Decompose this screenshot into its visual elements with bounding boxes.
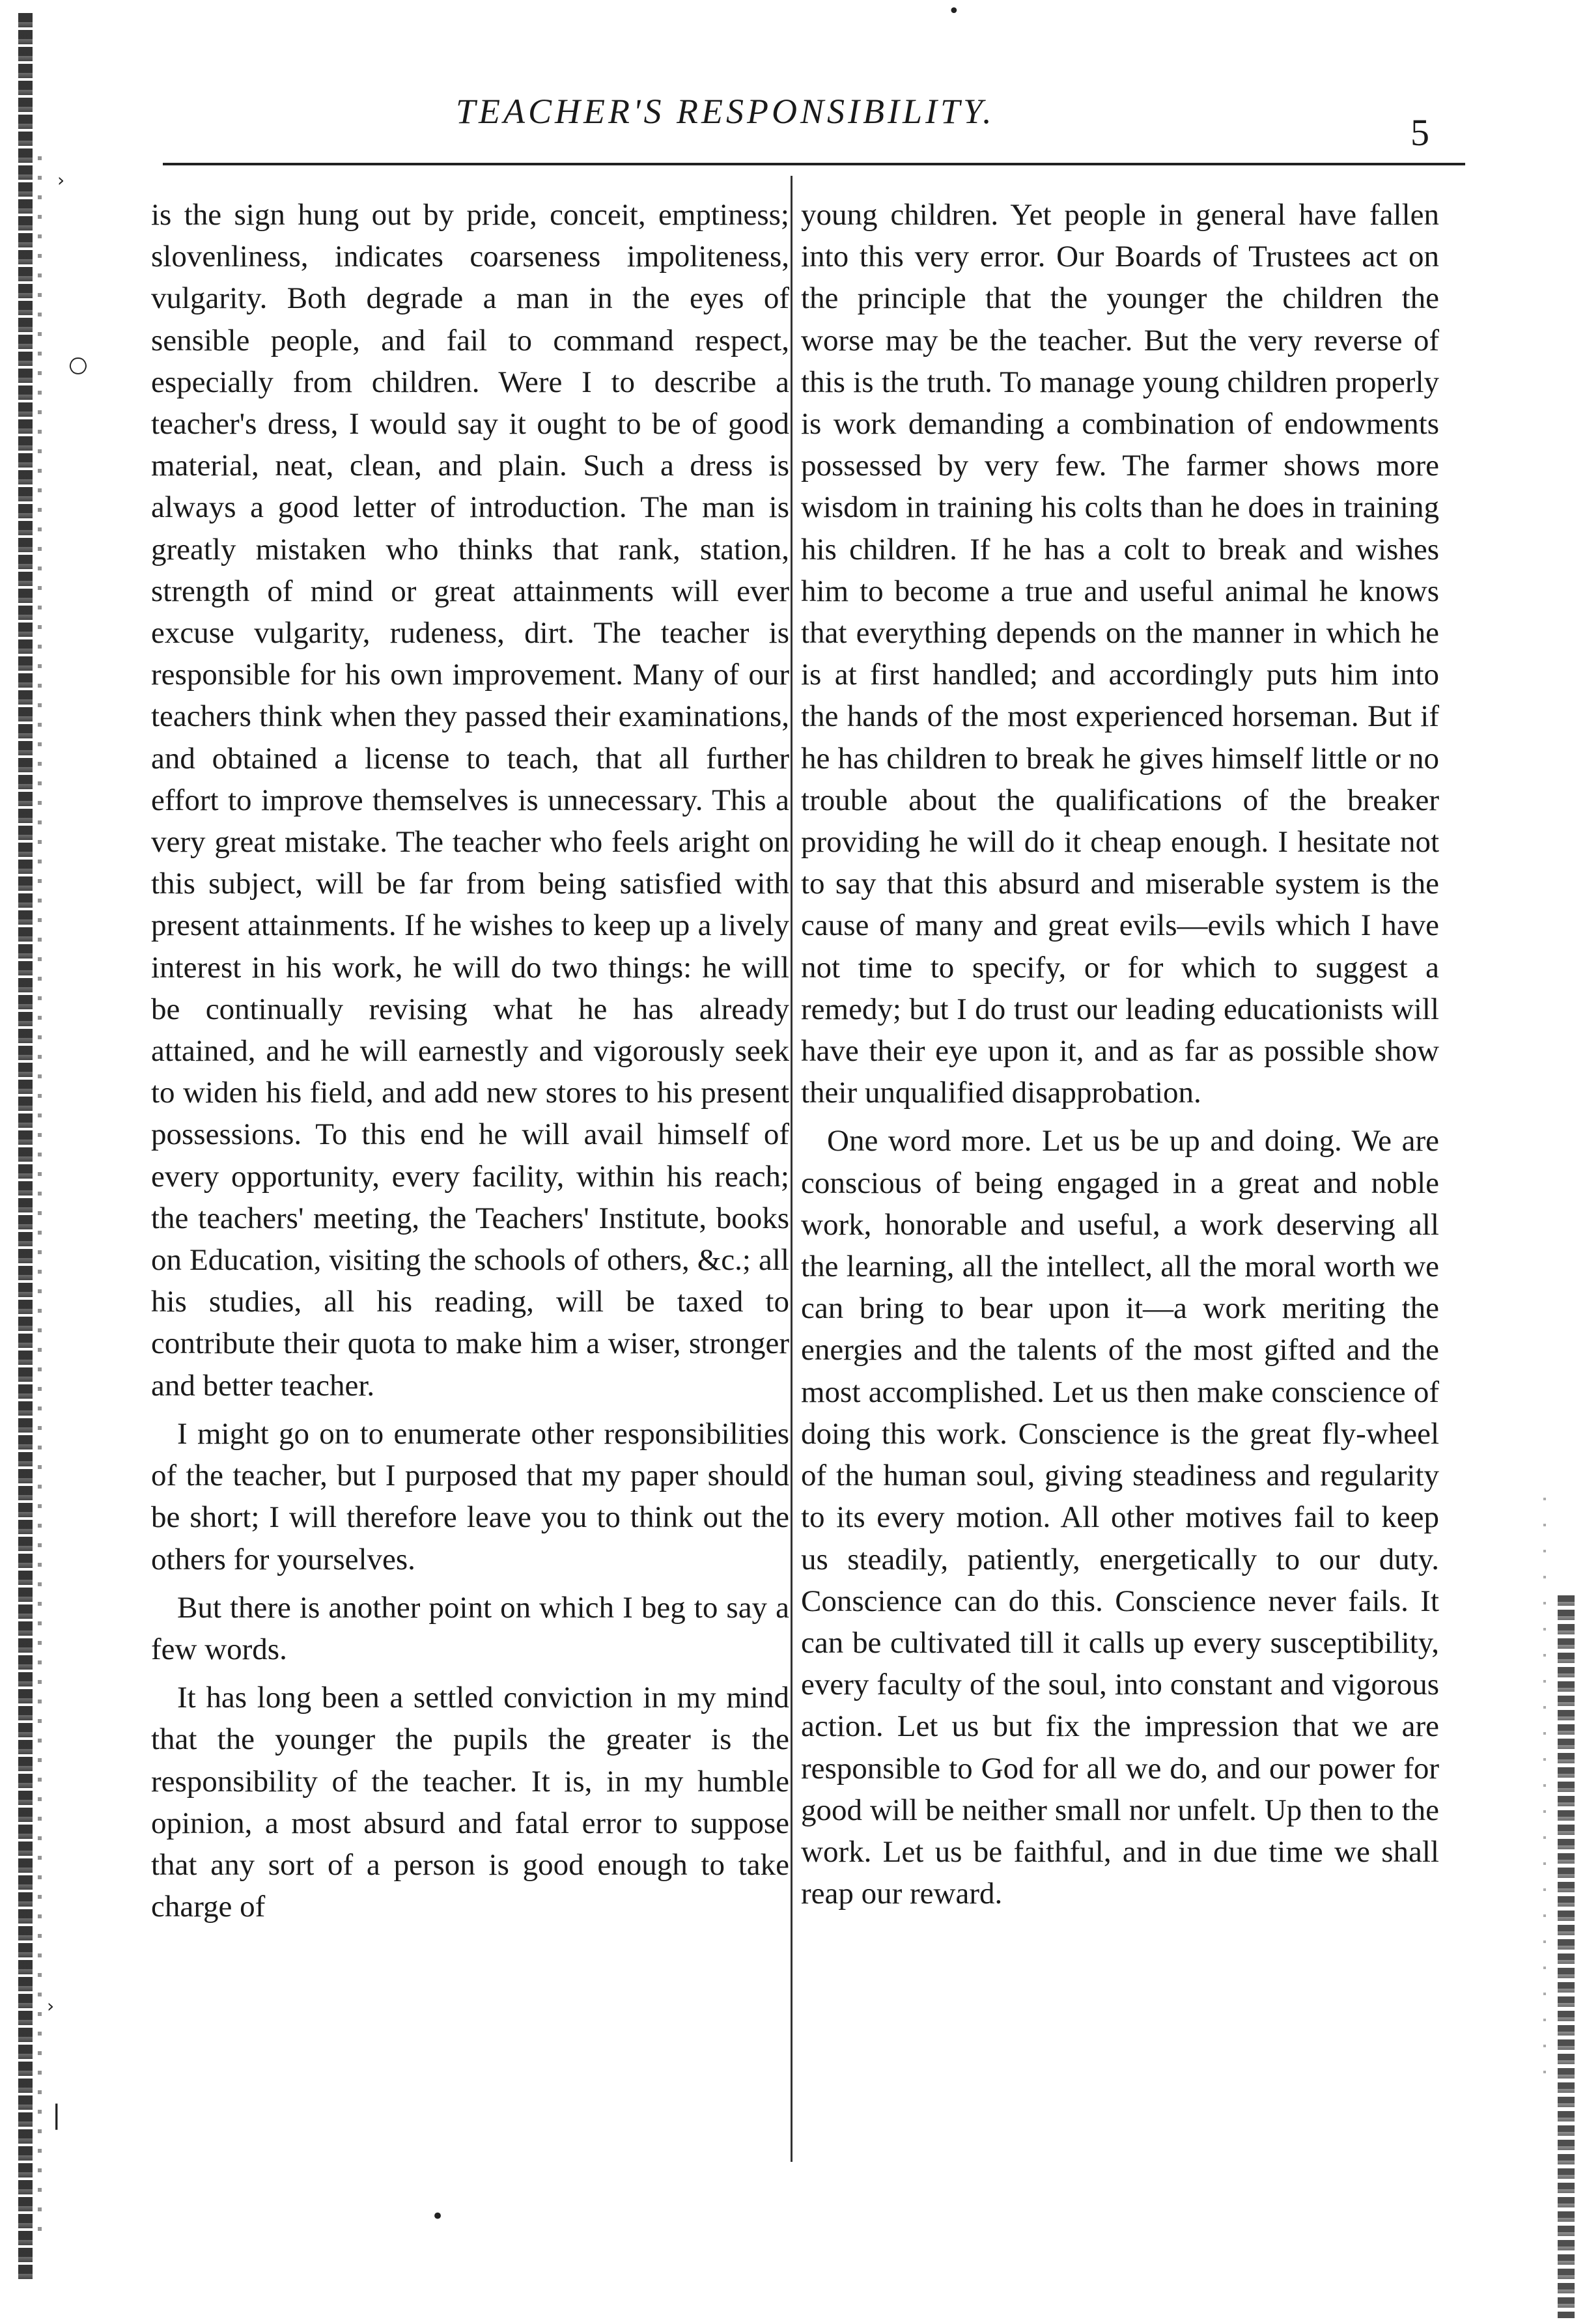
left-column (151, 194, 789, 1927)
running-title: TEACHER'S RESPONSIBILITY. (456, 92, 995, 131)
scan-edge-right (1558, 1595, 1575, 2318)
scan-binding-edge-left-inner (38, 156, 42, 2240)
paragraph: I might go on to enumerate other responsibilities of the teacher, but I purposed that my paper should be short; I will therefore leave you to think out the others for yourselves. (151, 1416, 789, 1576)
page-header (0, 91, 1585, 154)
scan-binding-edge-left (18, 13, 33, 2279)
paragraph: is the sign hung out by pride, conceit, emptiness; slovenliness, indicates coarseness impoliteness, vulgarity. Both degrade a man in the eyes of sensible people, and fail to command respect, especially from children. Were I to describe a teacher's dress, I would say it ought to be of good material, neat, clean, and plain. Such a dress is always a good letter of introduction. The man is greatly mistaken who thinks that rank, station, strength of mind or great attainments will ever excuse vulgarity, rudeness, dirt. The teacher is responsible for his own improvement. Many of our teachers think when they passed their examinations, and obtained a license to teach, that all further effort to improve themselves is unnecessary. This a very great mistake. The teacher who feels aright on this subject, will be far from being satisfied with present attainments. If he wishes to keep up a lively interest in his work, he will do two things: he will be continually revising what he has already attained, and he will earnestly and vigorously seek to widen his field, and add new stores to his present possessions. To this end he will avail himself of every opportunity, every facility, within his reach; the teachers' meeting, the Teachers' Institute, books on Education, visiting the schools of others, &c.; all his studies, all his reading, will be taxed to contribute their quota to make him a wiser, stronger and better teacher. (151, 198, 789, 1403)
scan-edge-right-inner (1543, 1498, 1546, 2084)
scan-speck: | (52, 2100, 61, 2130)
column-divider (791, 176, 792, 2162)
header-rule (163, 163, 1465, 165)
scan-speck: › (47, 1995, 55, 2017)
scan-speck: ○ (62, 348, 92, 381)
paragraph: But there is another point on which I beg to say a few words. (151, 1590, 789, 1666)
page-number: 5 (1410, 111, 1429, 154)
right-column (801, 194, 1439, 1914)
scan-speck: › (57, 169, 65, 191)
scan-speck: • (431, 2204, 445, 2230)
paragraph: One word more. Let us be up and doing. We are conscious of being engaged in a great and noble work, honorable and useful, a work deserving all the learning, all the intellect, all the moral worth we can bring to bear upon it—a work meriting the energies and the talents of the most gifted and the most accomplished. Let us then make conscience of doing this work. Conscience is the great fly-wheel of the human soul, giving steadiness and regularity to its every motion. All other motives fail to keep us steadily, patiently, energetically to our duty. Conscience can do this. Conscience never fails. It can be cultivated till it calls up every susceptibility, every faculty of the soul, into constant and vigorous action. Let us but fix the impression that we are responsible to God for all we do, and our power for good will be neither small nor unfelt. Up then to the work. Let us be faithful, and in due time we shall reap our reward. (801, 1124, 1439, 1911)
scan-speck: • (948, 0, 960, 23)
paragraph: It has long been a settled conviction in my mind that the younger the pupils the greater is the responsibility of the teacher. It is, in my humble opinion, a most absurd and fatal error to suppose that any sort of a person is good enough to take charge of (151, 1681, 789, 1924)
paragraph: young children. Yet people in general have fallen into this very error. Our Boards of Trustees act on the principle that the younger the children the worse may be the teacher. But the very reverse of this is the truth. To manage young children properly is work demanding a combination of endowments possessed by very few. The farmer shows more wisdom in training his colts than he does in training his children. If he has a colt to break and wishes him to become a true and useful animal he knows that everything depends on the manner in which he is at first handled; and accordingly puts him into the hands of the most experienced horseman. But if he has children to break he gives himself little or no trouble about the qualifications of the breaker providing he will do it cheap enough. I hesitate not to say that this absurd and miserable system is the cause of many and great evils—evils which I have not time to specify, or for which to suggest a remedy; but I do trust our leading educationists will have their eye upon it, and as far as possible show their unqualified disapprobation. (801, 198, 1439, 1110)
